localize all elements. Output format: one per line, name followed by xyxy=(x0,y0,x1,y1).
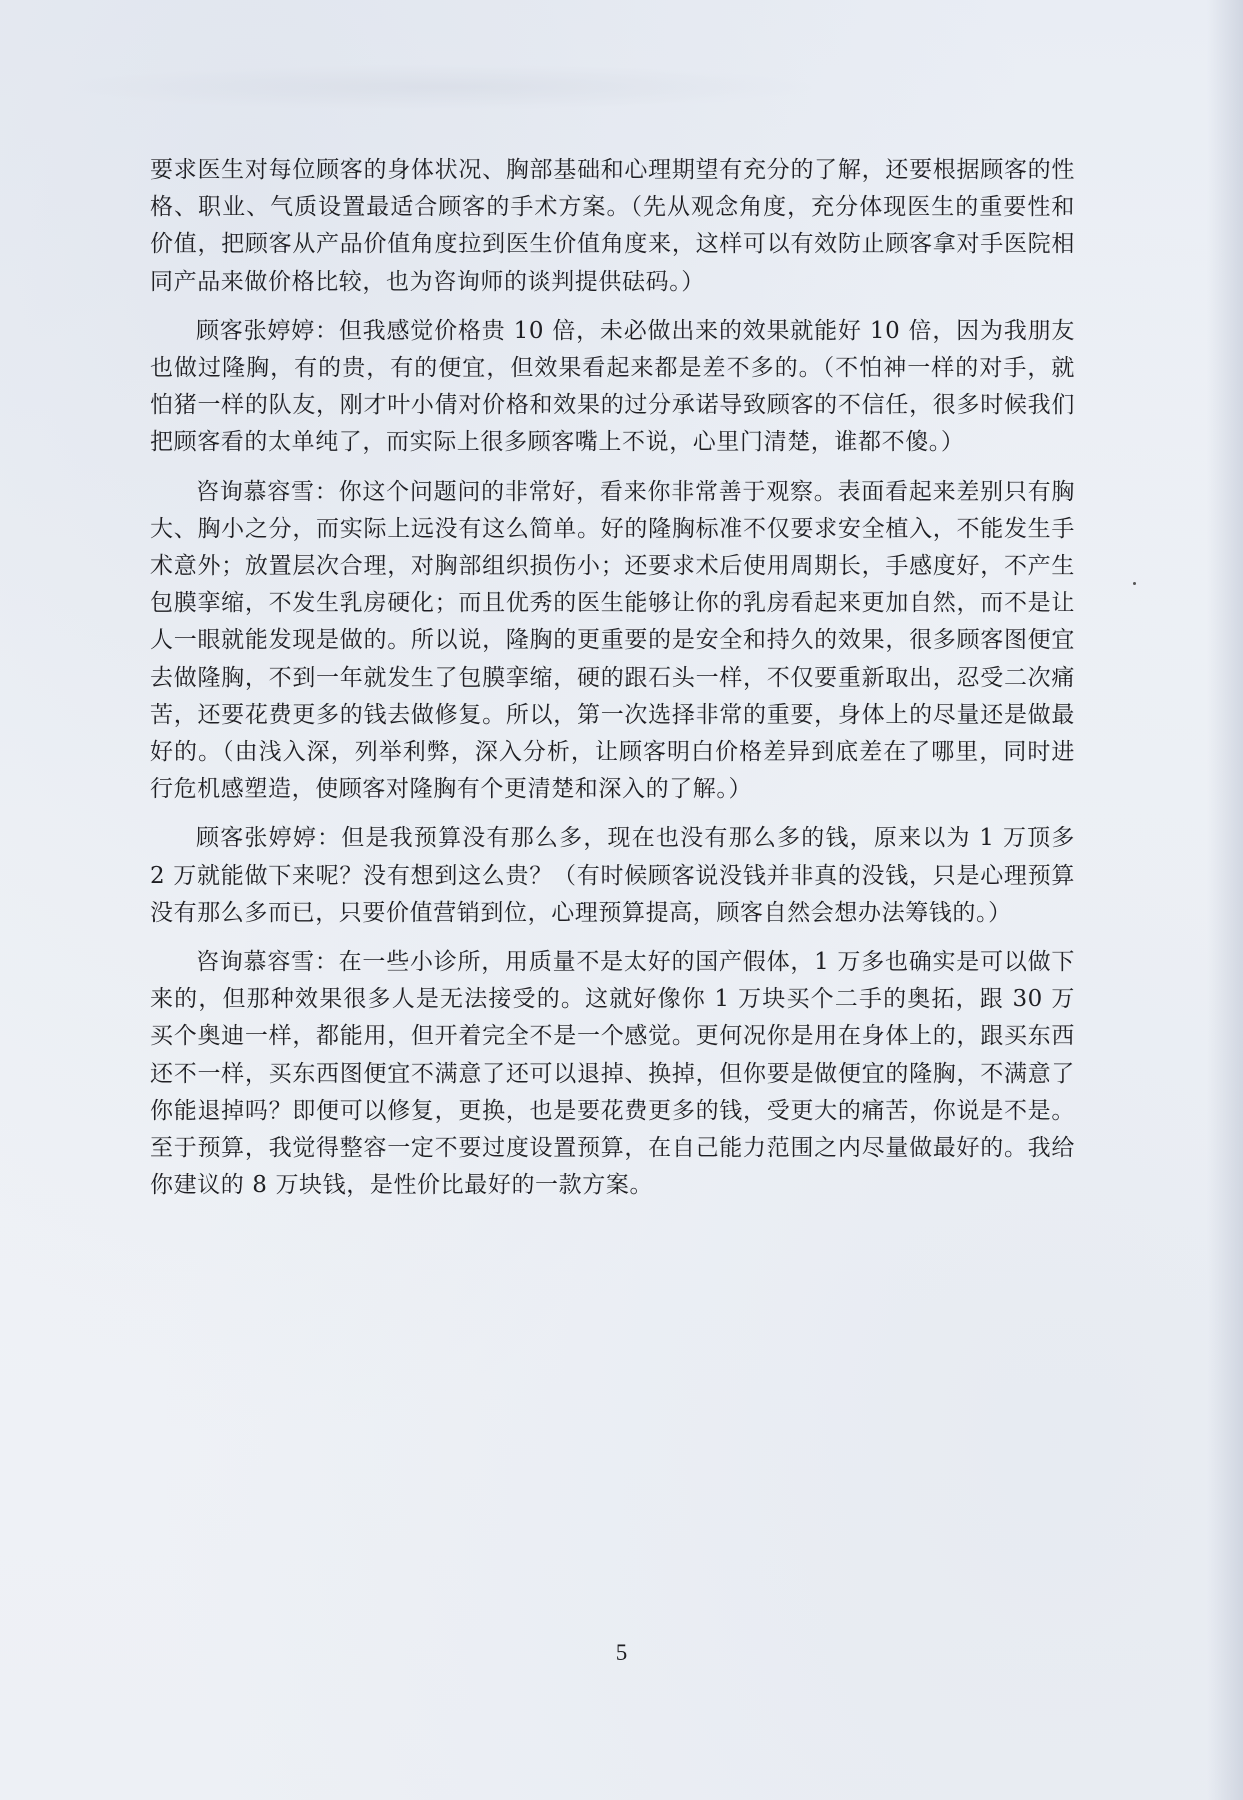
body-text xyxy=(150,152,1075,1216)
page-number: 5 xyxy=(615,1640,628,1665)
paragraph-consultant-1: 咨询慕容雪：你这个问题问的非常好，看来你非常善于观察。表面看起来差别只有胸大、胸小之分，而实际上远没有这么简单。好的隆胸标准不仅要求安全植入，不能发生手术意外；放置层次合理，对胸部组织损伤小；还要求术后使用周期长，手感度好，不产生包膜挛缩，不发生乳房硬化；而且优秀的医生能够让你的乳房看起来更加自然，而不是让人一眼就能发现是做的。所以说，隆胸的更重要的是安全和持久的效果，很多顾客图便宜去做隆胸，不到一年就发生了包膜挛缩，硬的跟石头一样，不仅要重新取出，忍受二次痛苦，还要花费更多的钱去做修复。所以，第一次选择非常的重要，身体上的尽量还是做最好的。（由浅入深，列举利弊，深入分析，让顾客明白价格差异到底差在了哪里，同时进行危机感塑造，使顾客对隆胸有个更清楚和深入的了解。） xyxy=(150,478,1075,803)
paragraph-customer-2: 顾客张婷婷：但是我预算没有那么多，现在也没有那么多的钱，原来以为 1 万顶多 2 万就能做下来呢？没有想到这么贵？（有时候顾客说没钱并非真的没钱，只是心理预算没有那么多而已，只要价值营销到位，心理预算提高，顾客自然会想办法筹钱的。） xyxy=(150,825,1075,926)
paragraph-continuation: 要求医生对每位顾客的身体状况、胸部基础和心理期望有充分的了解，还要根据顾客的性格、职业、气质设置最适合顾客的手术方案。（先从观念角度，充分体现医生的重要性和价值，把顾客从产品价值角度拉到医生价值角度来，这样可以有效防止顾客拿对手医院相同产品来做价格比较，也为咨询师的谈判提供砝码。） xyxy=(150,157,1075,295)
scan-speck xyxy=(1133,582,1136,585)
scan-smudge xyxy=(60,64,820,110)
scan-edge-shadow xyxy=(1207,0,1243,1800)
paragraph-customer-1: 顾客张婷婷：但我感觉价格贵 10 倍，未必做出来的效果就能好 10 倍，因为我朋友也做过隆胸，有的贵，有的便宜，但效果看起来都是差不多的。（不怕神一样的对手，就怕猪一样的队友，刚才叶小倩对价格和效果的过分承诺导致顾客的不信任，很多时候我们把顾客看的太单纯了，而实际上很多顾客嘴上不说，心里门清楚，谁都不傻。） xyxy=(150,317,1075,456)
paragraph-consultant-2: 咨询慕容雪：在一些小诊所，用质量不是太好的国产假体，1 万多也确实是可以做下来的，但那种效果很多人是无法接受的。这就好像你 1 万块买个二手的奥拓，跟 30 万买个奥迪一样，都能用，但开着完全不是一个感觉。更何况你是用在身体上的，跟买东西还不一样，买东西图便宜不满意了还可以退掉、换掉，但你要是做便宜的隆胸，不满意了你能退掉吗？即便可以修复，更换，也是要花费更多的钱，受更大的痛苦，你说是不是。至于预算，我觉得整容一定不要过度设置预算，在自己能力范围之内尽量做最好的。我给你建议的 8 万块钱，是性价比最好的一款方案。 xyxy=(150,949,1075,1199)
